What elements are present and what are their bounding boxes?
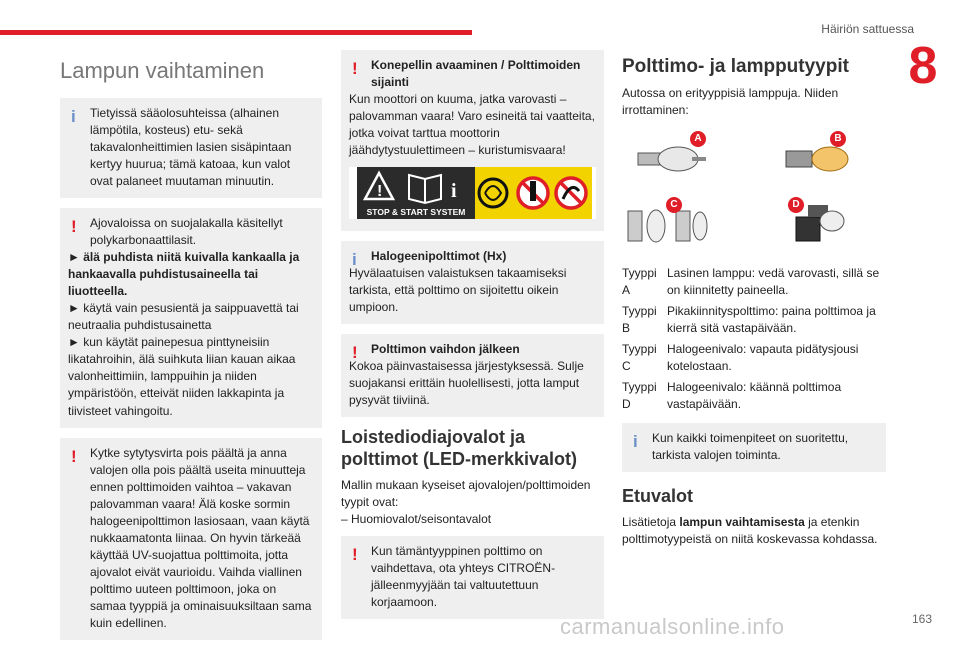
bulb-tag: B [830, 131, 846, 147]
warning-text: Kun moottori on kuuma, jatka varovasti – palovamman vaara! Varo esineitä tai vaatteita, jotka voivat tarttua moottorin jäähdytystuulettimeen – kuristumisvaara! [349, 92, 595, 158]
bulb-d-illustration [780, 197, 866, 253]
bulb-type-item: Tyyppi B Pikakiinnityspolttimo: paina polttimoa ja kierrä sitä vastapäivään. [622, 303, 876, 335]
bulb-tag: A [690, 131, 706, 147]
warning-text: Kun tämäntyyppinen polttimo on vaihdettava, ota yhteys CITROËN-jälleenmyyjään tai valtuutettuun korjaamoon. [371, 543, 556, 609]
warning-title: Polttimon vaihdon jälkeen [371, 342, 520, 357]
warning-icon: ! [352, 544, 358, 564]
warning-text: ► käytä vain pesusientä ja saippuavettä tai neutraalia puhdistusainetta [68, 301, 299, 333]
warning-text: Ajovaloissa on suojalakalla käsitellyt polykarbonaattilasit. [90, 216, 283, 248]
bulb-b-illustration [780, 131, 866, 187]
column-3 [622, 50, 886, 556]
warning-title: Konepellin avaaminen / Polttimoiden sijainti [371, 58, 581, 90]
warning-text: ► kun käytät painepesua pinttyneisiin likatahroihin, älä suihkuta liian kauan aikaa valonheittimiin, lamppuihin ja niiden ympäristöön, etteivät niiden lakkapinta ja tiivisteet vahingoitu. [68, 335, 296, 418]
warning-text: Kytke sytytysvirta pois päältä ja anna valojen olla pois päältä useita minuutteja ennen polttimoiden vaihtoa – vakavan palovamman vaara! Älä koske sormin halogeenipolttimon lasiosaan, vaan käytä nukkaamatonta liinaa. On hyvin tärkeää käyttää UV-suojattua polttimoita, jotta ajovalot eivät vaurioidu. Vaihda viallinen polttimo uuteen polttimoon, joka on samaa tyyppiä ja ominaisuuksiltaan sama kuin edellinen. [90, 445, 312, 630]
stop-start-caption: STOP & START SYSTEM [366, 207, 466, 218]
info-box-halogen [341, 241, 604, 324]
info-title: Halogeenipolttimot (Hx) [371, 249, 507, 264]
watermark: carmanualsonline.info [560, 614, 785, 639]
page-number: 163 [911, 612, 932, 626]
info-icon: i [633, 432, 638, 452]
info-box-humidity [60, 98, 322, 198]
front-lights-text: Lisätietoja lampun vaihtamisesta ja etenkin polttimotyypeistä on niitä koskevassa kohdassa. [622, 514, 878, 546]
warning-box-after-change [341, 334, 604, 417]
bulb-types-intro: Autossa on erityyppisiä lamppuja. Niiden irrottaminen: [622, 85, 839, 117]
warning-icon: ! [352, 59, 358, 78]
led-section-title: Loistediodiajovalot ja polttimot (LED-merkkivalot) [341, 427, 578, 470]
front-lights-title: Etuvalot [622, 486, 694, 507]
warning-box-lens [60, 208, 322, 427]
warning-icon: ! [71, 446, 77, 466]
column-2 [341, 50, 604, 629]
bulb-c-illustration [622, 197, 708, 253]
warning-box-bonnet [341, 50, 604, 231]
bulb-type-list [622, 265, 886, 413]
info-text: Tietyissä sääolosuhteissa (alhainen lämpötila, kosteus) etu- sekä takavalonheittimien lasien sisäpintaan kertyy huurua; tämä katoaa, kun valot ovat palaneet muutaman minuutin. [90, 106, 292, 189]
bulb-illustrations [622, 127, 886, 265]
section-title: Häiriön sattuessa [821, 22, 914, 36]
led-list-item: – Huomiovalot/seisontavalot [341, 511, 492, 526]
bulb-a-illustration [634, 131, 720, 187]
bulb-type-item: Tyyppi A Lasinen lamppu: vedä varovasti, sillä se on kiinnitetty paineella. [622, 265, 880, 297]
info-box-check [622, 423, 886, 472]
fan-hazard-icons [475, 167, 592, 219]
warning-icon: ! [71, 217, 77, 237]
header-accent-bar [0, 30, 472, 35]
bulb-tag: D [788, 197, 804, 213]
info-icon: i [352, 250, 357, 270]
warning-pictogram-banner [349, 167, 596, 219]
bulb-type-item: Tyyppi D Halogeenivalo: käännä polttimoa vastapäivään. [622, 380, 842, 412]
bulb-tag: C [666, 197, 682, 213]
column-1 [60, 50, 322, 650]
chapter-number: 8 [908, 37, 938, 95]
warning-box-citroen [341, 536, 604, 619]
warning-box-ignition [60, 438, 322, 640]
warning-text: ► älä puhdista niitä kuivalla kankaalla ja hankaavalla puhdistusaineella tai liuotteella. [68, 250, 300, 299]
hazard-manual-icons [357, 167, 475, 207]
warning-icon: ! [352, 343, 358, 363]
bulb-types-title: Polttimo- ja lampputyypit [622, 56, 849, 77]
info-text: Hyvälaatuisen valaistuksen takaamiseksi tarkista, että polttimo on sijoitettu oikein umpioon. [349, 266, 567, 315]
info-text: Kun kaikki toimenpiteet on suoritettu, tarkista valojen toiminta. [652, 431, 849, 463]
svg-text:!: ! [377, 183, 383, 201]
warning-text: Kokoa päinvastaisessa järjestyksessä. Sulje suojakansi erittäin huolellisesti, jotta lamput pysyvät tiiviinä. [349, 359, 584, 408]
led-intro: Mallin mukaan kyseiset ajovalojen/polttimoiden tyypit ovat: [341, 477, 591, 509]
info-icon: i [71, 107, 76, 126]
page-title: Lampun vaihtaminen [60, 58, 265, 83]
svg-text:i: i [451, 180, 457, 203]
bulb-type-item: Tyyppi C Halogeenivalo: vapauta pidätysjousi kotelostaan. [622, 341, 859, 374]
